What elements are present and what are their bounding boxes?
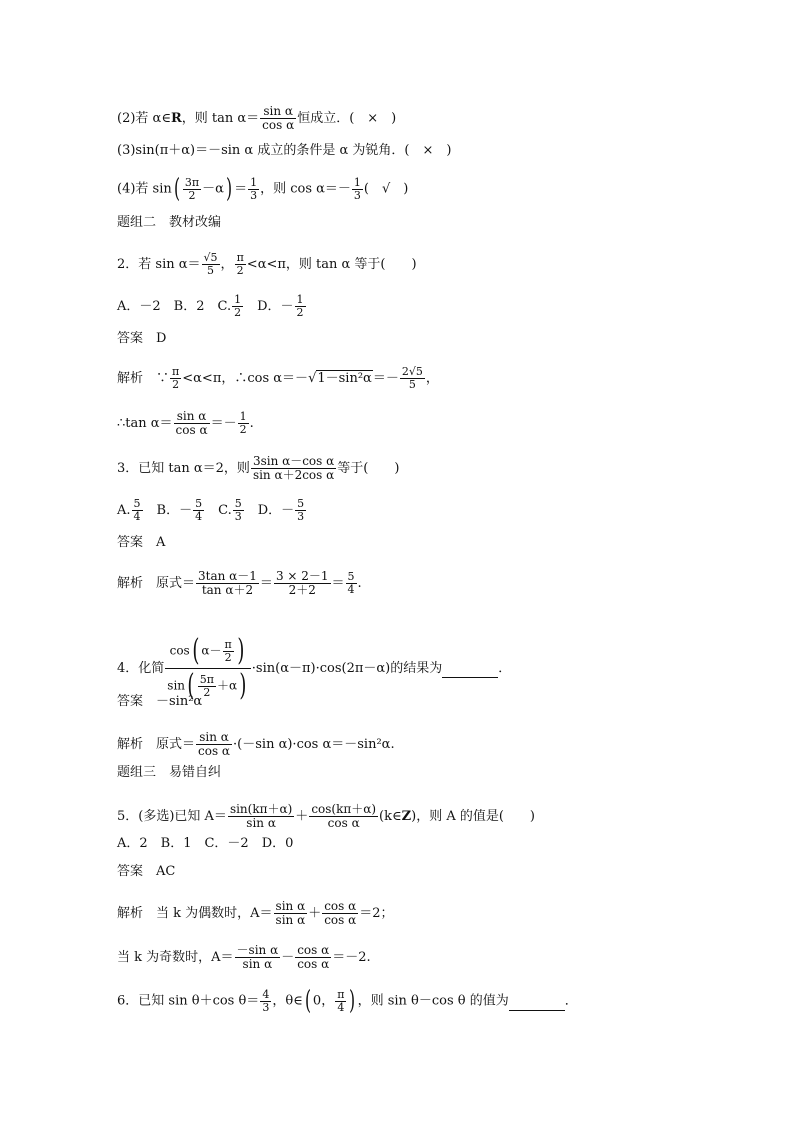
question-2: 2．若 sin α＝ $\frac{√5}{5}$ ， $\frac{\pi}{2}$ <α<π，则 tan α 等于( ) [117,251,417,277]
explanation-2: 解析 ∵ $\frac{\pi}{2}$ <α<π，∴cos α＝－√1－sin²α＝－ $\frac{2√5}{5}$ ， [117,365,439,391]
fraction: $\frac{\text{sin α}}{\text{cos α}}$ [175,409,208,437]
fraction: $\frac{\text{3sin α－cos α}}{\text{sin α＋2cos α}}$ [252,454,335,482]
fraction: $\frac{\text{cos α}}{\text{cos α}}$ [324,899,357,927]
question-5: 5．(多选)已知 A＝ $\frac{\sin(k\pi+\alpha)}{\text{sin α}}$ ＋ $\frac{\cos(k\pi+\alpha)}{\text{cos α}}$ (k∈Z)，则 A 的值是( ) [117,802,535,830]
fraction: $\frac{\pi}{2}$ [172,365,180,391]
fraction: $\frac{1}{2}$ [239,410,247,436]
question-2-options: A．－2 B．2 C. $\frac{1}{2}$ D．－ $\frac{1}{2}$ [117,293,304,319]
fraction: $\frac{\text{cos α}}{\text{cos α}}$ [297,943,330,971]
question-6: 6．已知 sin θ＋cos θ＝ $\frac{4}{3}$ ，θ∈( 0， $\frac{\pi}{4}$ ) ，则 sin θ－cos θ 的值为 ． [117,986,578,1016]
fraction: $\frac{2√5}{5}$ [401,365,423,391]
answer-2: 答案 D [117,331,167,346]
explanation-2-continued: ∴tan α＝ $\frac{\text{sin α}}{\text{cos α}}$ ＝－ $\frac{1}{2}$ . [117,409,254,437]
fraction: $\frac{5}{4}$ [195,497,203,523]
fraction: $\frac{\text{－sin α}}{\text{sin α}}$ [236,943,279,971]
statement-2: (2)若 α∈R，则 tan α＝ $\frac{\text{sin α}}{\text{cos α}}$ 恒成立．( × ) [117,104,397,132]
fraction: $\frac{\text{sin α}}{\text{sin α}}$ [275,899,306,927]
fraction: $\frac{\text{3tan α－1}}{\text{tan α＋2}}$ [198,569,257,597]
explanation-3: 解析 原式＝ $\frac{\text{3tan α－1}}{\text{tan α＋2}}$ ＝ $\frac{3 \times 2-1}{2+2}$ ＝ $\frac{5}{4}$ . [117,569,362,597]
fraction: $\frac{√5}{5}$ [203,251,218,277]
question-4: 4．化简 cos( α－ $\frac{\pi}{2}$ ) sin( $\frac{5\pi}{2}$ ＋α) ·sin(α－π)·cos(2π－α)的结果为 ． [117,633,512,703]
answer-4: 答案 －sin²α [117,694,203,709]
question-3-options: A. $\frac{5}{4}$ B．－ $\frac{5}{4}$ C. $\frac{5}{3}$ D．－ $\frac{5}{3}$ [117,497,305,523]
fraction: $\frac{5}{4}$ [133,497,141,523]
fraction: $\frac{1}{2}$ [234,293,242,319]
explanation-4: 解析 原式＝ $\frac{\text{sin α}}{\text{cos α}}$ ·(－sin α)·cos α＝－sin²α. [117,730,395,758]
fraction: $\frac{5}{4}$ [347,570,355,596]
fraction: $\frac{\pi}{4}$ [337,987,345,1014]
section-heading-2: 题组二 教材改编 [117,215,222,230]
sqrt-icon: √ [308,371,317,386]
question-3: 3．已知 tan α＝2，则 $\frac{\text{3sin α－cos α}}{\text{sin α＋2cos α}}$ 等于( ) [117,454,400,482]
statement-3: (3)sin(π＋α)＝－sin α 成立的条件是 α 为锐角．( × ) [117,143,452,158]
fraction: $\frac{1}{3}$ [250,175,258,202]
fraction: $\frac{4}{3}$ [262,987,270,1014]
fraction: $\frac{5\pi}{2}$ [199,672,214,699]
compound-fraction: cos( α－ $\frac{\pi}{2}$ ) sin( $\frac{5\pi}{2}$ ＋α) [165,636,251,701]
left-paren: ( [192,633,200,668]
left-paren: ( [173,174,180,204]
right-paren: ) [237,633,245,668]
fraction: $\frac{\pi}{2}$ [224,637,232,664]
fraction: $\frac{\text{sin α}}{\text{cos α}}$ [262,104,295,132]
fraction: $\frac{3\pi}{2}$ [184,175,200,202]
fraction: $\frac{\pi}{2}$ [236,251,244,277]
left-paren: ( [304,986,311,1016]
explanation-5: 解析 当 k 为偶数时，A＝ $\frac{\text{sin α}}{\text{sin α}}$ ＋ $\frac{\text{cos α}}{\text{cos α}}$ ＝2； [117,899,394,927]
right-paren: ) [225,174,233,204]
answer-5: 答案 AC [117,864,176,879]
answer-blank[interactable] [509,994,565,1011]
section-heading-3: 题组三 易错自纠 [117,765,222,780]
fraction: $\frac{1}{3}$ [353,175,361,202]
explanation-5-continued: 当 k 为奇数时，A＝ $\frac{\text{－sin α}}{\text{sin α}}$ － $\frac{\text{cos α}}{\text{cos α}}$ ＝－2. [117,943,371,971]
fraction: $\frac{3 \times 2-1}{2+2}$ [275,569,329,597]
fraction: $\frac{\cos(k\pi+\alpha)}{\text{cos α}}$ [311,802,377,830]
right-paren: ) [349,986,356,1016]
fraction: $\frac{5}{3}$ [297,497,305,523]
question-5-options: A．2 B．1 C．－2 D．0 [117,836,294,851]
answer-blank[interactable] [442,661,498,678]
answer-3: 答案 A [117,535,166,550]
fraction: $\frac{\text{sin α}}{\text{cos α}}$ [198,730,231,758]
right-paren: ) [239,668,247,703]
statement-4: (4)若 sin( $\frac{3\pi}{2}$ －α) ＝ $\frac{1}{3}$ ，则 cos α＝－ $\frac{1}{3}$ ( √ ) [117,174,409,204]
fraction: $\frac{\sin(k\pi+\alpha)}{\text{sin α}}$ [229,802,293,830]
fraction: $\frac{1}{2}$ [296,293,304,319]
left-paren: ( [187,668,195,703]
fraction: $\frac{5}{3}$ [234,497,242,523]
